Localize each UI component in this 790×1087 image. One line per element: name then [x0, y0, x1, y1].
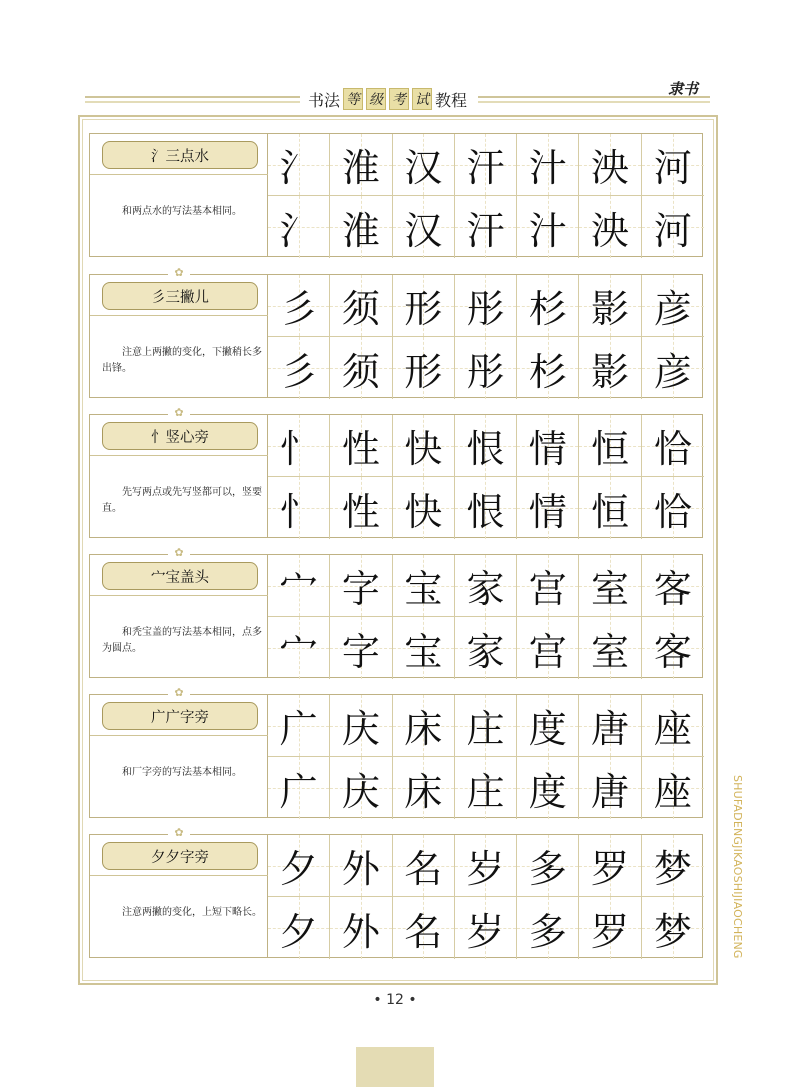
char-cell: [579, 275, 641, 336]
char: 岁: [466, 847, 505, 891]
char-cell: [579, 477, 641, 539]
char: 室: [591, 629, 630, 674]
char: 夕: [279, 847, 318, 891]
char: 庆: [341, 707, 380, 751]
char-cell: [330, 134, 392, 195]
char-cell: [268, 835, 330, 896]
char: 字: [341, 567, 380, 611]
char-cell: [455, 757, 517, 819]
book-title-boxed-char: 级: [366, 88, 386, 110]
char: 恰: [653, 427, 692, 471]
radical-info-panel: [90, 555, 268, 677]
char: 床: [404, 707, 443, 751]
char-cell: [642, 555, 704, 616]
radical-label: 忄竖心旁: [102, 422, 258, 450]
char-cell: [579, 337, 641, 399]
practice-row: [268, 555, 704, 617]
radical-description: 和厂字旁的写法基本相同。: [122, 767, 242, 778]
radical-label: 夕夕字旁: [102, 842, 258, 870]
char: 客: [653, 567, 692, 611]
practice-grid: [268, 695, 704, 817]
char: 彤: [466, 287, 505, 331]
char: 影: [591, 349, 630, 394]
char-cell: [579, 196, 641, 258]
char-cell: [455, 617, 517, 679]
char: 庆: [341, 769, 380, 814]
char-cell: [642, 477, 704, 539]
char-cell: [330, 695, 392, 756]
char-cell: [330, 415, 392, 476]
char: 罗: [591, 909, 630, 954]
char: 度: [528, 707, 567, 751]
char: 情: [528, 427, 567, 471]
char-cell: [455, 897, 517, 959]
ornament-icon: ✿: [168, 266, 190, 280]
char-cell: [642, 695, 704, 756]
practice-grid: [268, 134, 704, 256]
char-cell: [393, 196, 455, 258]
radical-info-panel: [90, 134, 268, 256]
char-cell: [330, 555, 392, 616]
char: 汗: [466, 208, 505, 253]
char-cell: [268, 337, 330, 399]
char: 氵: [279, 146, 318, 190]
char: 家: [466, 567, 505, 611]
char: 忄: [279, 489, 318, 534]
radical-section: [89, 406, 703, 538]
char-cell: [642, 134, 704, 195]
char-cell: [268, 695, 330, 756]
char: 性: [341, 427, 380, 471]
char-cell: [393, 477, 455, 539]
char-cell: [517, 757, 579, 819]
char: 岁: [466, 909, 505, 954]
char: 氵: [279, 208, 318, 253]
char-cell: [517, 695, 579, 756]
char-cell: [517, 275, 579, 336]
char-cell: [642, 275, 704, 336]
char: 广: [279, 707, 318, 751]
book-title-prefix: 书法: [308, 90, 341, 110]
panel-divider: [90, 595, 268, 596]
char: 彡: [279, 349, 318, 394]
char-cell: [393, 695, 455, 756]
char-cell: [393, 555, 455, 616]
char-cell: [330, 897, 392, 959]
char-cell: [455, 695, 517, 756]
char: 须: [341, 287, 380, 331]
char-cell: [268, 275, 330, 336]
radical-section: [89, 546, 703, 678]
char: 杉: [528, 287, 567, 331]
char: 座: [653, 769, 692, 814]
char: 字: [341, 629, 380, 674]
char: 家: [466, 629, 505, 674]
char: 广: [279, 769, 318, 814]
panel-divider: [90, 735, 268, 736]
char-cell: [393, 275, 455, 336]
panel-divider: [90, 315, 268, 316]
char: 彤: [466, 349, 505, 394]
practice-row: [268, 415, 704, 477]
char-cell: [517, 835, 579, 896]
radical-description: 和两点水的写法基本相同。: [122, 206, 242, 217]
char-cell: [579, 757, 641, 819]
char: 梦: [653, 909, 692, 954]
char-cell: [579, 897, 641, 959]
char: 宫: [528, 629, 567, 674]
radical-info-panel: [90, 275, 268, 397]
char: 汗: [466, 146, 505, 190]
char: 外: [341, 909, 380, 954]
char-cell: [330, 757, 392, 819]
practice-grid: [268, 835, 704, 957]
char-cell: [455, 275, 517, 336]
char: 杉: [528, 349, 567, 394]
char: 快: [404, 427, 443, 471]
char-cell: [330, 337, 392, 399]
practice-grid: [268, 275, 704, 397]
panel-divider: [90, 875, 268, 876]
char: 梦: [653, 847, 692, 891]
radical-description: 注意上两撇的变化，下撇稍长多出锋。: [102, 347, 262, 374]
radical-description: 先写两点或先写竖都可以，竖要直。: [102, 487, 262, 514]
char-cell: [330, 275, 392, 336]
radical-description: 和秃宝盖的写法基本相同，点多为圆点。: [102, 627, 262, 654]
char-cell: [393, 835, 455, 896]
char: 汉: [404, 146, 443, 190]
radical-description: 注意两撇的变化，上短下略长。: [122, 907, 262, 918]
char-cell: [455, 415, 517, 476]
practice-row: [268, 695, 704, 757]
practice-row: [268, 617, 704, 679]
char: 恒: [591, 489, 630, 534]
char: 唐: [591, 707, 630, 751]
char: 恰: [653, 489, 692, 534]
char: 须: [341, 349, 380, 394]
char: 恨: [466, 427, 505, 471]
char-cell: [393, 897, 455, 959]
practice-row: [268, 757, 704, 819]
char: 情: [528, 489, 567, 534]
radical-info-panel: [90, 835, 268, 957]
char-cell: [393, 337, 455, 399]
char-cell: [455, 134, 517, 195]
header-rule-left: [85, 96, 300, 98]
char-cell: [455, 835, 517, 896]
char-cell: [517, 134, 579, 195]
side-pinyin-title: SHUFADENGJIKAOSHIJIAOCHENG: [731, 775, 744, 959]
practice-grid: [268, 555, 704, 677]
header-rule-right-thin: [478, 101, 710, 103]
radical-label: 氵三点水: [102, 141, 258, 169]
char-cell: [393, 757, 455, 819]
char-cell: [517, 337, 579, 399]
practice-row: [268, 337, 704, 399]
char: 泱: [591, 208, 630, 253]
char: 汉: [404, 208, 443, 253]
book-title-boxed-char: 试: [412, 88, 432, 110]
practice-row: [268, 477, 704, 539]
char: 汁: [528, 208, 567, 253]
char-cell: [455, 555, 517, 616]
char-cell: [579, 695, 641, 756]
char: 外: [341, 847, 380, 891]
char: 室: [591, 567, 630, 611]
char: 庄: [466, 769, 505, 814]
char: 度: [528, 769, 567, 814]
panel-divider: [90, 455, 268, 456]
char: 性: [341, 489, 380, 534]
char-cell: [642, 337, 704, 399]
char-cell: [579, 555, 641, 616]
char: 快: [404, 489, 443, 534]
char-cell: [517, 196, 579, 258]
char: 汁: [528, 146, 567, 190]
char: 座: [653, 707, 692, 751]
practice-row: [268, 275, 704, 337]
char: 恒: [591, 427, 630, 471]
char-cell: [268, 477, 330, 539]
char-cell: [455, 477, 517, 539]
char-cell: [393, 134, 455, 195]
book-title-boxed-char: 考: [389, 88, 409, 110]
char: 彡: [279, 287, 318, 331]
ornament-icon: ✿: [168, 686, 190, 700]
char-cell: [579, 415, 641, 476]
char: 河: [653, 146, 692, 190]
char: 庄: [466, 707, 505, 751]
book-title-suffix: 教程: [435, 90, 468, 110]
char-cell: [517, 415, 579, 476]
radical-info-panel: [90, 415, 268, 537]
char-cell: [393, 415, 455, 476]
practice-row: [268, 897, 704, 959]
ornament-icon: ✿: [168, 546, 190, 560]
char: 宝: [404, 567, 443, 611]
practice-row: [268, 196, 704, 258]
char-cell: [268, 897, 330, 959]
char: 多: [528, 847, 567, 891]
char-cell: [579, 617, 641, 679]
char-cell: [642, 897, 704, 959]
char-cell: [517, 897, 579, 959]
char: 宫: [528, 567, 567, 611]
char-cell: [517, 477, 579, 539]
char: 彦: [653, 349, 692, 394]
char: 多: [528, 909, 567, 954]
radical-section: [89, 686, 703, 818]
panel-divider: [90, 174, 268, 175]
char-cell: [579, 835, 641, 896]
char: 忄: [279, 427, 318, 471]
char: 影: [591, 287, 630, 331]
char-cell: [268, 134, 330, 195]
char: 形: [404, 349, 443, 394]
radical-label: 彡三撇儿: [102, 282, 258, 310]
radical-section: [89, 133, 703, 257]
char: 宀: [279, 629, 318, 674]
char-cell: [642, 835, 704, 896]
char: 淮: [341, 146, 380, 190]
char: 名: [404, 847, 443, 891]
char-cell: [268, 617, 330, 679]
char: 河: [653, 208, 692, 253]
book-title: [308, 86, 467, 112]
char: 宀: [279, 567, 318, 611]
char-cell: [393, 617, 455, 679]
page-edge-tab: [356, 1047, 434, 1087]
char: 恨: [466, 489, 505, 534]
char: 罗: [591, 847, 630, 891]
char-cell: [330, 617, 392, 679]
char: 形: [404, 287, 443, 331]
book-title-boxed-char: 等: [343, 88, 363, 110]
char-cell: [642, 415, 704, 476]
char: 唐: [591, 769, 630, 814]
page-number: • 12 •: [373, 992, 417, 1008]
char-cell: [517, 555, 579, 616]
char-cell: [268, 196, 330, 258]
char: 泱: [591, 146, 630, 190]
ornament-icon: ✿: [168, 406, 190, 420]
char-cell: [642, 196, 704, 258]
char-cell: [455, 337, 517, 399]
char: 客: [653, 629, 692, 674]
radical-section: [89, 826, 703, 958]
char: 宝: [404, 629, 443, 674]
radical-section: [89, 266, 703, 398]
char-cell: [330, 835, 392, 896]
char: 名: [404, 909, 443, 954]
char: 夕: [279, 909, 318, 954]
char-cell: [268, 415, 330, 476]
ornament-icon: ✿: [168, 826, 190, 840]
char-cell: [642, 757, 704, 819]
char: 彦: [653, 287, 692, 331]
practice-grid: [268, 415, 704, 537]
radical-info-panel: [90, 695, 268, 817]
practice-row: [268, 835, 704, 897]
header-rule-left-thin: [85, 101, 300, 103]
char-cell: [268, 555, 330, 616]
char: 淮: [341, 208, 380, 253]
char: 床: [404, 769, 443, 814]
char-cell: [579, 134, 641, 195]
radical-label: 广广字旁: [102, 702, 258, 730]
char-cell: [642, 617, 704, 679]
char-cell: [517, 617, 579, 679]
radical-label: 宀宝盖头: [102, 562, 258, 590]
practice-row: [268, 134, 704, 196]
char-cell: [330, 477, 392, 539]
script-style-label: 隶书: [668, 80, 699, 98]
char-cell: [268, 757, 330, 819]
char-cell: [455, 196, 517, 258]
char-cell: [330, 196, 392, 258]
